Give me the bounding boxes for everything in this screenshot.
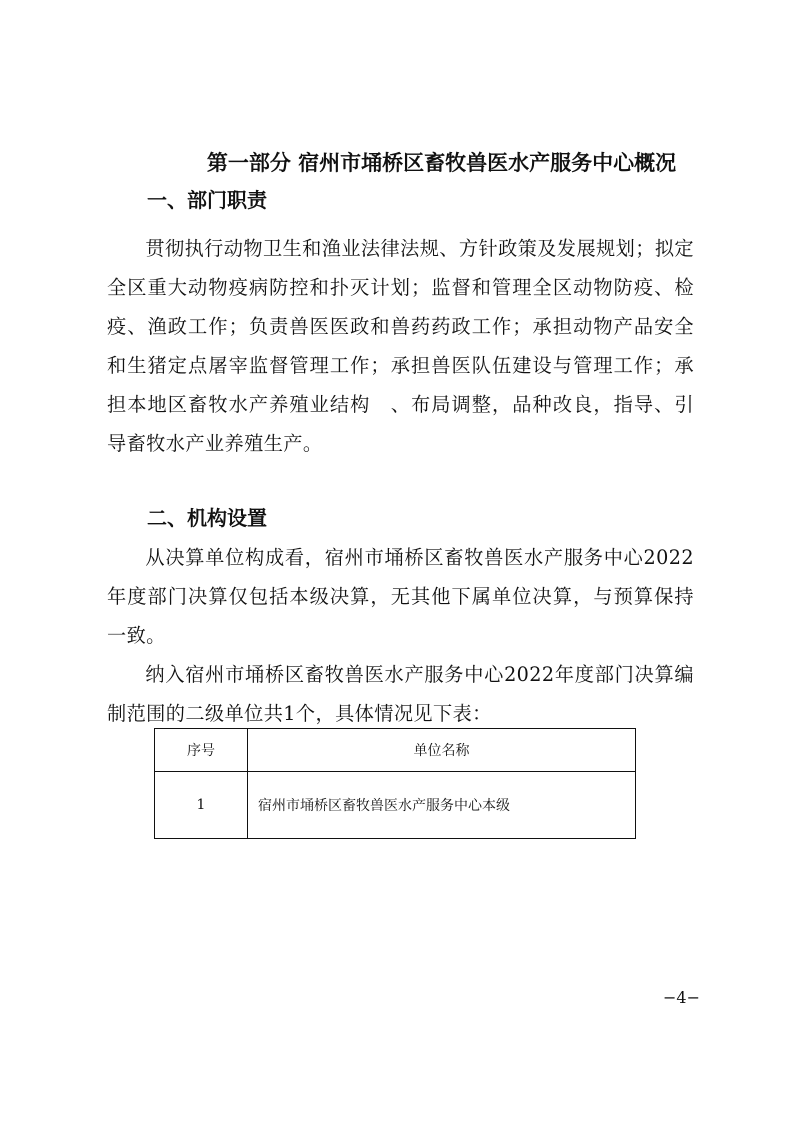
header-unit-name: 单位名称 — [248, 729, 636, 772]
row-unit-name: 宿州市埇桥区畜牧兽医水产服务中心本级 — [248, 772, 636, 839]
units-table — [154, 728, 636, 839]
page-number: −4− — [663, 988, 700, 1007]
page-title: 第一部分 宿州市埇桥区畜牧兽医水产服务中心概况 — [206, 151, 677, 175]
table-header-row — [155, 729, 636, 772]
organization-paragraph-1: 从决算单位构成看，宿州市埇桥区畜牧兽医水产服务中心2022年度部门决算仅包括本级决算，无其他下属单位决算，与预算保持一致。 — [107, 546, 694, 647]
row-serial-number: 1 — [155, 772, 248, 839]
duties-paragraph: 贯彻执行动物卫生和渔业法律法规、方针政策及发展规划；拟定全区重大动物疫病防控和扑灭计划；监督和管理全区动物防疫、检疫、渔政工作；负责兽医医政和兽药药政工作；承担动物产品安全和生猪定点屠宰监督管理工作；承担兽医队伍建设与管理工作；承担本地区畜牧水产养殖业结构 、布局调整，品种改良，指导、引导畜牧水产业养殖生产。 — [107, 237, 694, 455]
header-serial-number: 序号 — [155, 729, 248, 772]
table-row — [155, 772, 636, 839]
section-heading-organization: 二、机构设置 — [147, 506, 267, 530]
organization-paragraph-2: 纳入宿州市埇桥区畜牧兽医水产服务中心2022年度部门决算编制范围的二级单位共1个，具体情况见下表： — [107, 663, 694, 725]
section-heading-duties: 一、部门职责 — [147, 188, 267, 212]
